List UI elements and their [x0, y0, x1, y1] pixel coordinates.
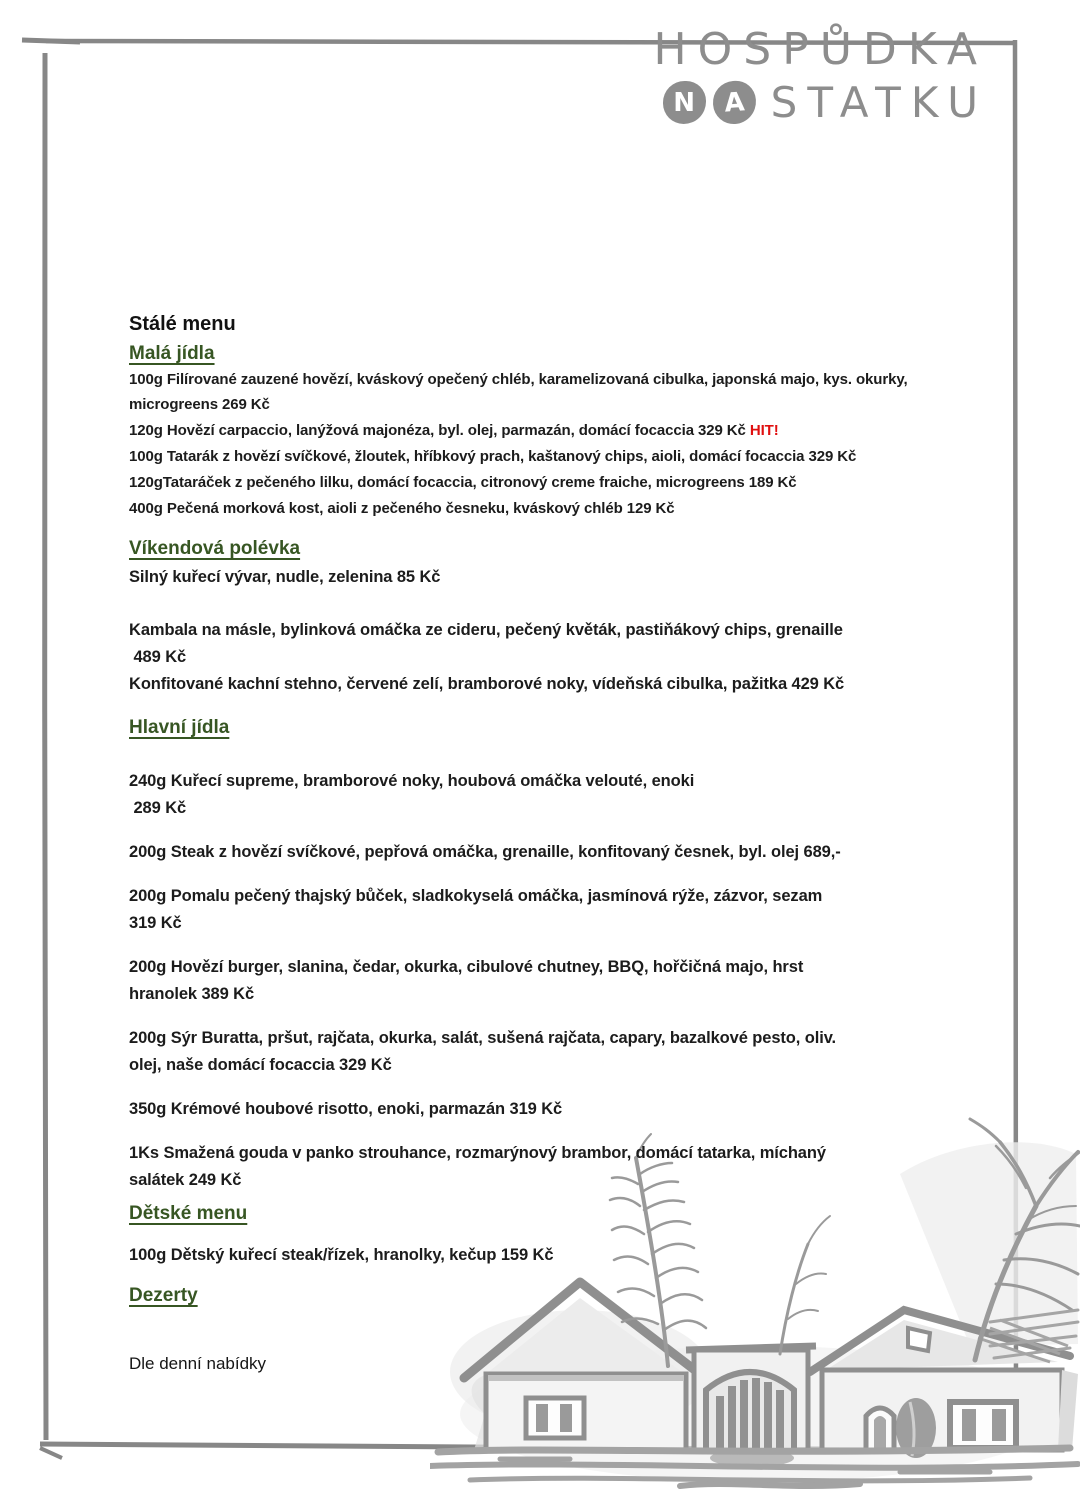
availability-note: Dle denní nabídky [129, 1354, 267, 1373]
menu-item: 100g Dětský kuřecí steak/řízek, hranolky, kečup 159 Kč [129, 1246, 554, 1264]
hit-badge: HIT! [745, 422, 779, 439]
logo-circle-a: A [711, 80, 757, 126]
menu-item: 120g Hovězí carpaccio, lanýžová majonéza, byl. olej, parmazán, domácí focaccia 329 Kč HIT! [129, 422, 779, 439]
menu-section-detske-menu [129, 1202, 974, 1269]
menu-item: 100g Tatarák z hovězí svíčkové, žloutek, hříbkový prach, kaštanový chips, aioli, domácí focaccia 329 Kč [129, 448, 857, 465]
menu-sections [129, 342, 974, 1308]
menu-content [129, 312, 974, 1376]
menu-section-hlavni-jidla [129, 716, 974, 1194]
logo-title-top: HOSPŮDKA [653, 24, 988, 75]
menu-item: 200g Steak z hovězí svíčkové, pepřová omáčka, grenaille, konfitovaný česnek, byl. olej 689,- [129, 843, 841, 861]
menu-item: 200g Sýr Buratta, pršut, rajčata, okurka, salát, sušená rajčata, capary, bazalkové pesto, oliv. olej, naše domácí focaccia 329 Kč [129, 1029, 837, 1074]
menu-item: 200g Hovězí burger, slanina, čedar, okurka, cibulové chutney, BBQ, hořčičná majo, hrst hranolek 389 Kč [129, 958, 804, 1003]
menu-item: Konfitované kachní stehno, červené zelí, bramborové noky, vídeňská cibulka, pažitka 429 Kč [129, 675, 845, 693]
section-heading-hlavni-jidla: Hlavní jídla [129, 717, 230, 738]
menu-item: 1Ks Smažená gouda v panko strouhance, rozmarýnový brambor, domácí tatarka, míchaný salátek 249 Kč [129, 1144, 826, 1189]
section-heading-detske-menu: Dětské menu [129, 1203, 248, 1224]
logo-title-bottom-text: STATKU [770, 78, 988, 128]
menu-item: Silný kuřecí vývar, nudle, zelenina 85 Kč [129, 568, 441, 586]
menu-section-vikendova-polevka [129, 537, 974, 698]
menu-item: 400g Pečená morková kost, aioli z pečeného česneku, kváskový chléb 129 Kč [129, 500, 675, 517]
menu-item: 120gTataráček z pečeného lilku, domácí focaccia, citronový creme fraiche, microgreens 189 Kč [129, 474, 797, 491]
menu-item: 240g Kuřecí supreme, bramborové noky, houbová omáčka velouté, enoki 289 Kč [129, 772, 695, 817]
menu-item: 100g Filírované zauzené hovězí, kváskový opečený chléb, karamelizovaná cibulka, japonská majo, kys. okurky, microgreens 269 Kč [129, 371, 908, 413]
section-heading-vikendova-polevka: Víkendová polévka [129, 538, 301, 559]
menu-item: Kambala na másle, bylinková omáčka ze cideru, pečený květák, pastiňákový chips, grenaille 489 Kč [129, 621, 843, 666]
logo-title-bottom [654, 78, 988, 127]
menu-item: 200g Pomalu pečený thajský bůček, sladkokyselá omáčka, jasmínová rýže, zázvor, sezam 319 Kč [129, 887, 823, 932]
menu-section-mala-jidla [129, 342, 974, 521]
section-heading-mala-jidla: Malá jídla [129, 343, 215, 364]
section-heading-dezerty: Dezerty [129, 1285, 198, 1306]
logo-circle-n: N [663, 81, 706, 124]
menu-section-dezerty [129, 1284, 974, 1308]
page-title: Stálé menu [129, 313, 236, 335]
logo [654, 26, 988, 127]
menu-item: 350g Krémové houbové risotto, enoki, parmazán 319 Kč [129, 1100, 563, 1118]
